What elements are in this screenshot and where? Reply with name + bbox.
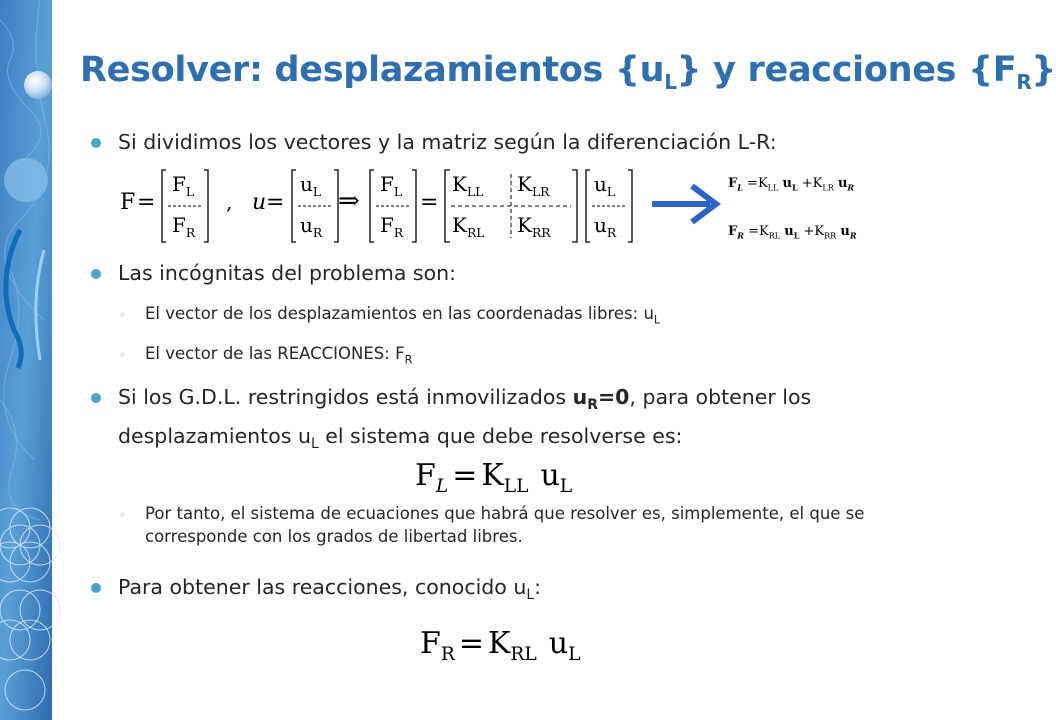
title-subscript-R: R bbox=[1016, 70, 1032, 94]
bullet-dot bbox=[91, 269, 101, 279]
arrow-right-icon bbox=[650, 180, 722, 230]
bullet-reactions: Para obtener las reacciones, conocido $u_L$: bbox=[118, 572, 918, 611]
title-prefix: Resolver: desplazamientos {u bbox=[80, 50, 665, 90]
sub-bullet-ring: ◦ bbox=[119, 508, 127, 522]
bullet-partition bbox=[118, 127, 918, 158]
equation-FR-KRL-uL: $F_R = K_{RL}$ $u_L$ bbox=[420, 626, 581, 665]
bullet-unknowns-text: Las incógnitas del problema son: bbox=[118, 261, 457, 285]
eq-equals-1: = bbox=[137, 190, 156, 215]
sub-bullet-conclusion-text: Por tanto, el sistema de ecuaciones que habrá que resolver es, simplemente, el que se corresponde con los grados de libertad libres. bbox=[145, 504, 865, 546]
bullet-dot bbox=[91, 138, 101, 148]
eq-F-symbol: F bbox=[120, 190, 136, 215]
vector-u-L: $u_L$ bbox=[300, 172, 322, 199]
expanded-eq-FR: $F_R =K_{RL}$ $u_L +K_{RR}$ $u_R$ bbox=[728, 224, 857, 241]
vector-F-L: $F_L$ bbox=[172, 172, 195, 199]
decorative-left-band bbox=[0, 0, 52, 720]
eq-equals-2: = bbox=[266, 190, 285, 215]
bullet-partition-text: Si dividimos los vectores y la matriz según la diferenciación L-R: bbox=[118, 130, 777, 154]
matrix-K-RL: $K_{RL}$ bbox=[452, 213, 485, 240]
sub-bullet-reactions-text: El vector de las REACCIONES: F bbox=[145, 344, 405, 363]
bullet-dot bbox=[91, 393, 101, 403]
matrix-K-LL: $K_{LL}$ bbox=[452, 172, 484, 199]
bullet-unknowns bbox=[118, 258, 918, 289]
expanded-eq-FL: $F_L =K_{LL}$ $u_L +K_{LR}$ $u_R$ bbox=[728, 176, 855, 193]
eq-equals-3: = bbox=[420, 190, 439, 215]
title-subscript-L: L bbox=[664, 70, 677, 94]
sub-bullet-ring: ◦ bbox=[119, 348, 127, 362]
equation-FL-KLL-uL: $F_L = K_{LL}$ $u_L$ bbox=[415, 458, 573, 497]
eq-u-symbol: u bbox=[252, 190, 267, 215]
bullet-dot bbox=[91, 583, 101, 593]
sub-bullet-conclusion bbox=[119, 502, 935, 548]
title-suffix: } bbox=[1031, 50, 1056, 90]
vector-u-L-2: $u_L$ bbox=[594, 172, 616, 199]
eq-comma: , bbox=[226, 190, 233, 214]
vector-F-R: $F_R$ bbox=[172, 213, 196, 240]
slide-title bbox=[80, 50, 1056, 94]
eq-implies: ⇒ bbox=[338, 186, 360, 216]
title-middle: } y reacciones {F bbox=[676, 50, 1017, 90]
vector-F-L-2: $F_L$ bbox=[380, 172, 403, 199]
sub-bullet-reactions: ◦ El vector de las REACCIONES: $F_R$ bbox=[119, 344, 413, 367]
sub-bullet-ring: ◦ bbox=[119, 308, 127, 322]
sub-bullet-displacements: ◦ El vector de los desplazamientos en las coordenadas libres: $u_L$ bbox=[119, 304, 661, 327]
vector-u-R-2: $u_R$ bbox=[594, 213, 617, 240]
matrix-K-RR: $K_{RR}$ bbox=[517, 213, 551, 240]
matrix-K-LR: $K_{LR}$ bbox=[517, 172, 550, 199]
sub-bullet-displacements-text: El vector de los desplazamientos en las coordenadas libres: u bbox=[145, 304, 654, 323]
vector-F-R-2: $F_R$ bbox=[380, 213, 404, 240]
bullet-restrained-dof: Si los G.D.L. restringidos está inmovilizados $u_R=0$, para obtener los desplazamientos $u_L$ el sistema que debe resolverse es: bbox=[118, 382, 918, 460]
vector-u-R: $u_R$ bbox=[300, 213, 323, 240]
